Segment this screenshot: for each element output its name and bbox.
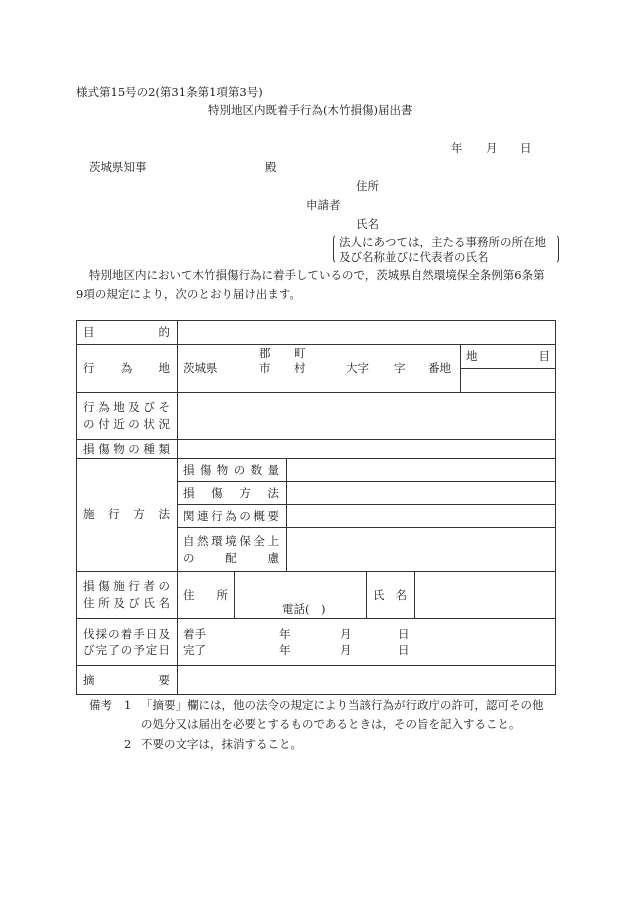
applicant-note-line1: 法人にあつては，主たる事務所の所在地 — [339, 235, 546, 249]
start-label: 着手 — [183, 627, 206, 641]
situation-label-line1: 行為地及びそ — [83, 400, 170, 414]
location-mura: 村 — [294, 361, 306, 375]
note2-number: 2 — [124, 737, 132, 751]
location-machi: 町 — [294, 346, 306, 360]
env-label-line1: 自然環境保全上 — [183, 534, 279, 548]
end-month: 月 — [340, 643, 352, 657]
applicant-name-label: 氏名 — [356, 217, 379, 231]
date-month: 月 — [486, 141, 498, 155]
schedule-label-line2: び完了の予定日 — [83, 643, 170, 657]
addressee-name: 茨城県知事 — [89, 160, 147, 174]
body-line1: 特別地区内において木竹損傷行為に着手しているので，茨城県自然環境保全条例第6条第 — [89, 268, 545, 282]
document-title: 特別地区内既着手行為(木竹損傷)届出書 — [208, 103, 413, 117]
notes-label: 備考 — [89, 698, 112, 712]
location-oaza: 大字 — [346, 361, 369, 375]
kind-label: 損傷物の種類 — [83, 442, 170, 456]
start-day: 日 — [398, 627, 410, 641]
purpose-field[interactable] — [178, 321, 555, 344]
end-day: 日 — [398, 643, 410, 657]
situation-field[interactable] — [178, 393, 555, 439]
purpose-label: 目的 — [83, 325, 170, 339]
env-field[interactable] — [287, 528, 555, 571]
form-number: 様式第15号の2(第31条第1項第3号) — [76, 85, 263, 99]
damage-method-field[interactable] — [287, 482, 555, 504]
applicant-label: 申請者 — [306, 198, 341, 212]
note2-text: 不要の文字は，抹消すること。 — [141, 737, 302, 751]
quantity-field[interactable] — [287, 459, 555, 481]
kind-field[interactable] — [178, 440, 555, 458]
chimoku-label: 地目 — [466, 349, 550, 363]
date-year: 年 — [451, 141, 463, 155]
location-gun: 郡 — [259, 346, 271, 360]
executor-label-line2: 住所及び氏名 — [83, 596, 170, 610]
location-prefecture: 茨城県 — [183, 361, 218, 375]
end-label: 完了 — [183, 643, 206, 657]
start-year: 年 — [279, 627, 291, 641]
schedule-label-line1: 伐採の着手日及 — [83, 627, 170, 641]
related-field[interactable] — [287, 505, 555, 527]
executor-address-label: 住所 — [183, 588, 228, 602]
location-label: 行為地 — [83, 361, 170, 375]
location-shi: 市 — [259, 361, 271, 375]
method-label: 施行方法 — [83, 507, 170, 521]
executor-name-label: 氏名 — [373, 588, 407, 602]
executor-name-field[interactable] — [415, 572, 555, 618]
remarks-field[interactable] — [178, 666, 555, 694]
situation-label-line2: の付近の状況 — [83, 417, 170, 431]
note1-number: 1 — [124, 698, 132, 712]
start-month: 月 — [340, 627, 352, 641]
env-label-line2: の配慮 — [183, 551, 279, 565]
phone-label: 電話( ) — [282, 602, 326, 616]
damage-method-label: 損傷方法 — [183, 486, 279, 500]
related-label: 関連行為の概要 — [183, 509, 279, 523]
applicant-address-label: 住所 — [356, 179, 379, 193]
note1-line2: の処分又は届出を必要とするものであるときは，その旨を記入すること。 — [141, 717, 521, 731]
quantity-label: 損傷物の数量 — [183, 463, 279, 477]
applicant-note-line2: 及び名称並びに代表者の氏名 — [339, 250, 489, 264]
chimoku-field[interactable] — [461, 369, 555, 392]
addressee-honorific: 殿 — [265, 160, 277, 174]
remarks-label: 摘要 — [83, 673, 170, 687]
body-line2: 9項の規定により，次のとおり届け出ます。 — [76, 287, 301, 301]
date-day: 日 — [520, 141, 532, 155]
location-aza: 字 — [394, 361, 406, 375]
location-banchi: 番地 — [428, 361, 451, 375]
note1-line1: 「摘要」欄には，他の法令の規定により当該行為が行政庁の許可，認可その他 — [141, 698, 544, 712]
executor-label-line1: 損傷施行者の — [83, 579, 170, 593]
end-year: 年 — [279, 643, 291, 657]
